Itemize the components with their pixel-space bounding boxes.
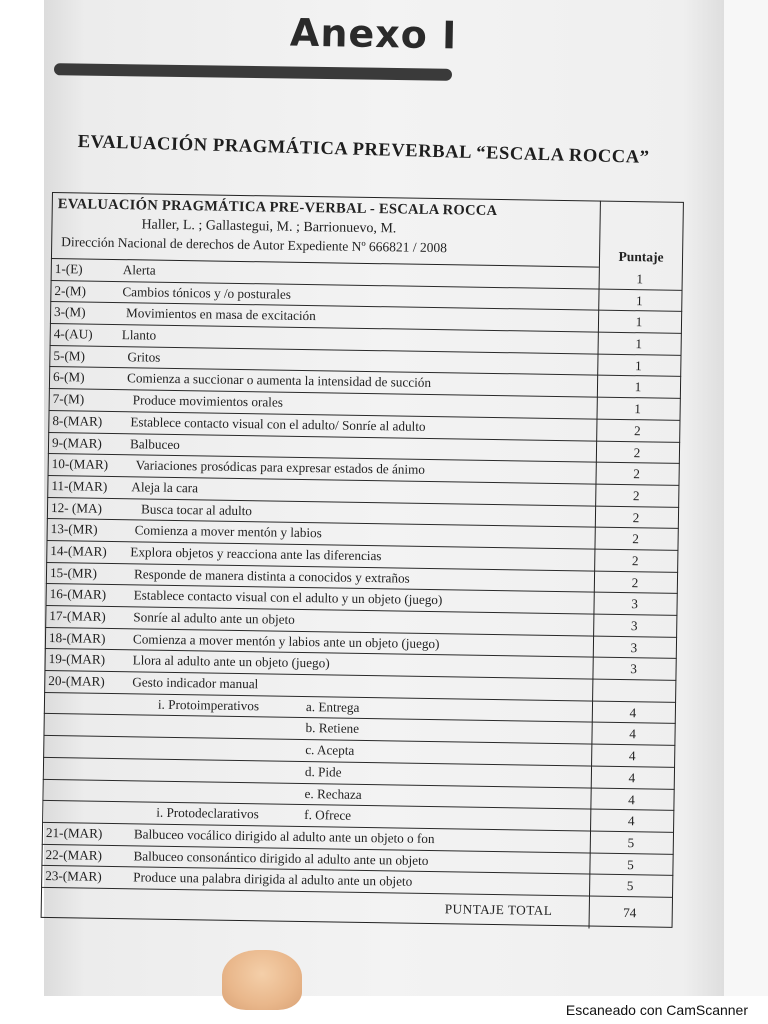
table-rows	[41, 259, 683, 898]
row-code: 8-(MAR)	[52, 412, 103, 429]
row-code: 5-(M)	[53, 347, 86, 364]
row-code: 16-(MAR)	[49, 586, 107, 603]
row-score: 4	[629, 704, 637, 720]
row-description: Comienza a mover mentón y labios	[134, 522, 322, 541]
row-option: e. Rechaza	[304, 785, 362, 802]
row-code: 15-(MR)	[49, 564, 98, 581]
row-description: Responde de manera distinta a conocidos y extraños	[133, 565, 410, 586]
row-description: Variaciones prosódicas para expresar estados de ánimo	[135, 457, 426, 478]
row-code: 19-(MAR)	[48, 651, 106, 668]
row-score: 1	[636, 271, 644, 287]
row-score: 1	[635, 314, 643, 330]
total-value: 74	[623, 905, 637, 921]
total-label: PUNTAJE TOTAL	[444, 901, 553, 918]
row-score: 4	[628, 748, 636, 764]
row-description: Establece contacto visual con el adulto y un objeto (juego)	[133, 587, 443, 608]
row-score: 3	[630, 661, 637, 677]
evaluation-table	[41, 192, 686, 930]
table-header	[57, 196, 598, 266]
row-code: 1-(E)	[54, 261, 83, 277]
row-score: 1	[635, 336, 643, 352]
score-column-header: Puntaje	[618, 248, 664, 265]
row-score	[592, 683, 674, 684]
row-description: Sonríe al adulto ante un objeto	[133, 609, 295, 627]
row-score: 5	[626, 878, 634, 894]
row-code: 22-(MAR)	[45, 846, 103, 863]
row-score: 5	[627, 856, 634, 872]
row-code: 11-(MAR)	[51, 477, 108, 494]
row-score: 4	[629, 726, 636, 742]
table-registry: Dirección Nacional de derechos de Autor Expediente Nº 666821 / 2008	[61, 234, 448, 256]
row-description: Comienza a succionar o aumenta la intensidad de succión	[126, 370, 432, 391]
row-code: 10-(MAR)	[51, 456, 109, 473]
row-score: 2	[631, 574, 639, 590]
row-description: Movimientos en masa de excitación	[125, 305, 316, 324]
row-option: f. Ofrece	[304, 807, 352, 823]
row-subcategory: i. Protodeclarativos	[156, 804, 259, 822]
row-description: Produce una palabra dirigida al adulto ante un objeto	[133, 869, 413, 889]
row-code: 20-(MAR)	[48, 673, 105, 689]
row-description: Cambios tónicos y /o posturales	[122, 283, 292, 302]
row-score: 2	[631, 553, 639, 569]
row-score: 4	[628, 769, 636, 786]
row-score: 4	[628, 791, 635, 807]
row-code: 3-(M)	[53, 304, 86, 320]
row-score: 1	[634, 357, 642, 374]
row-score: 2	[632, 509, 640, 525]
row-option: d. Pide	[304, 763, 342, 780]
row-description: Produce movimientos orales	[132, 392, 284, 410]
row-code: 6-(M)	[52, 369, 85, 385]
finger-image	[222, 950, 302, 1010]
row-code: 21-(MAR)	[45, 824, 103, 841]
row-subcategory: i. Protoimperativos	[157, 696, 260, 714]
row-description: Gritos	[127, 348, 161, 365]
row-score: 2	[633, 444, 641, 460]
row-description: Llanto	[121, 327, 157, 343]
row-option: c. Acepta	[305, 742, 355, 758]
row-score: 2	[633, 466, 641, 482]
row-score: 2	[632, 488, 640, 504]
row-code: 13-(MR)	[50, 521, 98, 538]
row-score: 1	[634, 401, 642, 417]
row-score: 5	[627, 834, 635, 851]
row-description: Establece contacto visual con el adulto/ Sonríe al adulto	[130, 414, 426, 434]
row-score: 2	[633, 422, 641, 439]
row-score: 1	[634, 379, 642, 395]
row-score: 3	[630, 639, 638, 655]
row-score: 3	[631, 596, 639, 612]
row-score: 2	[632, 531, 640, 547]
scanner-watermark: Escaneado con CamScanner	[565, 1002, 748, 1018]
row-code: 18-(MAR)	[48, 629, 106, 646]
row-description: Balbuceo consonántico dirigido al adulto ante un objeto	[133, 847, 429, 868]
row-score: 4	[627, 813, 635, 829]
row-score: 3	[630, 618, 638, 634]
row-description: Gesto indicador manual	[132, 674, 259, 692]
row-description: Busca tocar al adulto	[140, 501, 253, 518]
row-code: 4-(AU)	[53, 326, 93, 342]
row-description: Alerta	[122, 262, 156, 278]
row-option: b. Retiene	[305, 720, 360, 737]
row-code: 2-(M)	[54, 282, 87, 299]
row-description: Comienza a mover mentón y labios ante un objeto (juego)	[132, 631, 440, 651]
table-authors: Haller, L. ; Gallastegui, M. ; Barrionuevo, M.	[141, 217, 397, 237]
row-code: 9-(MAR)	[51, 434, 103, 451]
row-code: 14-(MAR)	[50, 542, 107, 559]
row-description: Balbuceo	[129, 435, 180, 452]
annex-title: Anexo I	[289, 10, 458, 58]
table-title: EVALUACIÓN PRAGMÁTICA PRE-VERBAL - ESCALA ROCCA	[57, 196, 498, 219]
main-heading: EVALUACIÓN PRAGMÁTICA PREVERBAL “ESCALA ROCCA”	[77, 132, 650, 168]
page-margin	[724, 0, 768, 996]
row-code: 7-(M)	[52, 391, 85, 407]
row-description: Explora objetos y reacciona ante las diferencias	[130, 544, 382, 564]
row-option: a. Entrega	[305, 698, 360, 715]
row-code: 23-(MAR)	[45, 868, 102, 885]
row-description: Aleja la cara	[131, 479, 199, 496]
row-code: 17-(MAR)	[49, 608, 106, 624]
row-description: Llora al adulto ante un objeto (juego)	[132, 652, 330, 671]
row-code: 12- (MA)	[50, 499, 103, 516]
row-score: 1	[635, 292, 643, 308]
row-description: Balbuceo vocálico dirigido al adulto ante un objeto o fon	[133, 826, 435, 846]
